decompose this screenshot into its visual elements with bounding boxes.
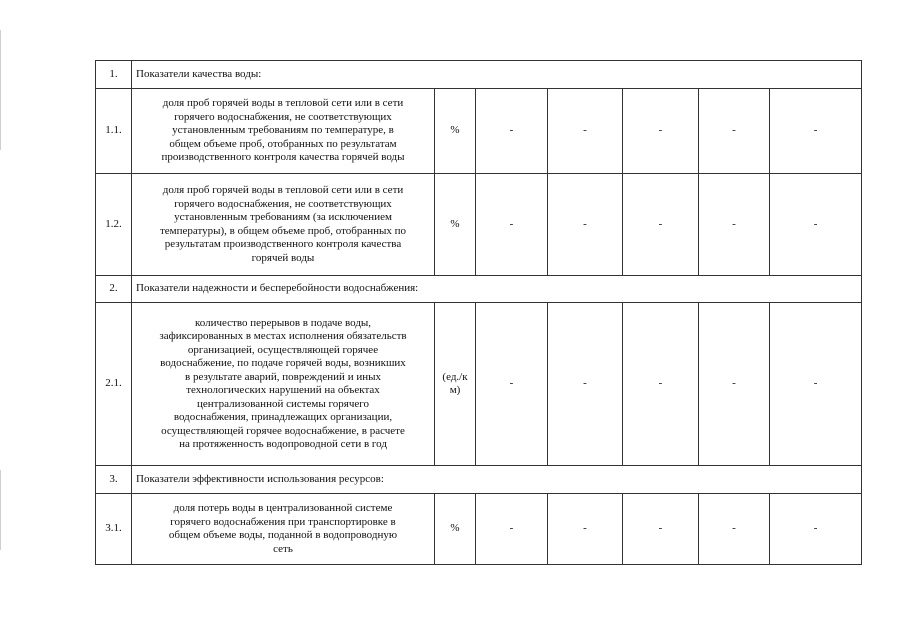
indicator-value: - (476, 89, 548, 174)
description-line: на протяженность водопроводной сети в год (179, 438, 387, 450)
section-number: 1. (96, 61, 132, 89)
indicator-row-1-1 (96, 89, 862, 174)
indicator-value: - (623, 174, 699, 276)
indicator-number: 1.2. (96, 174, 132, 276)
description-line: горячего водоснабжения, не соответствующих (174, 197, 392, 210)
description-line: в результате аварий, повреждений и иных (185, 370, 381, 383)
indicator-value: - (699, 303, 770, 466)
description-line: горячей воды (251, 251, 315, 264)
indicator-value: - (623, 303, 699, 466)
indicator-unit: % (435, 494, 476, 565)
description-line: водоснабжения, принадлежащих организации, (173, 411, 393, 423)
description-line: технологических нарушений на объектах (186, 384, 380, 396)
indicator-unit: % (435, 174, 476, 276)
description-line: общем объеме проб, отобранных по результатам (169, 137, 397, 150)
indicator-value: - (476, 174, 548, 276)
description-line: температуры), в общем объеме проб, отобранных по (159, 224, 407, 237)
description-line: установленным требованиям (за исключением (174, 211, 392, 223)
scan-edge-mark-bottom (0, 470, 1, 550)
section-title: Показатели эффективности использования ресурсов: (132, 466, 862, 494)
description-line: результатам производственного контроля качества (164, 238, 402, 250)
indicator-value: - (548, 494, 623, 565)
indicator-description (132, 494, 435, 565)
indicator-value: - (699, 494, 770, 565)
indicator-unit (435, 303, 476, 466)
scan-edge-mark-top (0, 30, 1, 150)
description-line: централизованной системы горячего (197, 397, 369, 410)
indicator-value: - (476, 494, 548, 565)
description-line: количество перерывов в подаче воды, (194, 316, 372, 329)
section-number: 2. (96, 276, 132, 303)
indicators-table (95, 60, 862, 565)
description-line: осуществляющей горячее водоснабжение, в расчете (161, 424, 405, 437)
description-line: доля проб горячей воды в тепловой сети или в сети (162, 97, 404, 110)
indicator-value: - (548, 303, 623, 466)
description-line: доля потерь воды в централизованной системе (173, 502, 393, 514)
indicator-value: - (699, 174, 770, 276)
section-number: 3. (96, 466, 132, 494)
indicator-value: - (476, 303, 548, 466)
indicator-row-3-1 (96, 494, 862, 565)
indicator-value: - (623, 494, 699, 565)
indicator-number: 1.1. (96, 89, 132, 174)
indicator-description (132, 89, 435, 174)
indicator-unit: % (435, 89, 476, 174)
description-line: горячего водоснабжения, не соответствующих (174, 110, 392, 123)
description-line: водоснабжение, по подаче горячей воды, возникших (160, 357, 406, 369)
unit-line: (ед./к (442, 370, 468, 383)
description-line: установленным требованиям по температуре, в (172, 124, 394, 137)
indicator-description (132, 174, 435, 276)
indicator-value: - (548, 174, 623, 276)
indicator-value: - (770, 494, 862, 565)
description-line: зафиксированных в местах исполнения обязательств (159, 330, 407, 342)
indicator-value: - (770, 303, 862, 466)
indicator-number: 2.1. (96, 303, 132, 466)
description-line: горячего водоснабжения при транспортировке в (170, 515, 396, 528)
indicator-value: - (770, 174, 862, 276)
section-row-3 (96, 466, 862, 494)
description-line: сеть (273, 542, 293, 555)
indicator-value: - (770, 89, 862, 174)
section-row-1 (96, 61, 862, 89)
description-line: организацией, осуществляющей горячее (187, 343, 379, 356)
indicator-value: - (548, 89, 623, 174)
section-title: Показатели надежности и бесперебойности водоснабжения: (132, 276, 862, 303)
indicator-description (132, 303, 435, 466)
indicator-row-2-1 (96, 303, 862, 466)
description-line: доля проб горячей воды в тепловой сети или в сети (162, 184, 404, 196)
unit-line: м) (449, 384, 461, 396)
section-row-2 (96, 276, 862, 303)
indicator-value: - (699, 89, 770, 174)
description-line: производственного контроля качества горячей воды (161, 151, 405, 164)
indicator-value: - (623, 89, 699, 174)
indicator-number: 3.1. (96, 494, 132, 565)
description-line: общем объеме воды, поданной в водопроводную (168, 529, 398, 541)
section-title: Показатели качества воды: (132, 61, 862, 89)
indicator-row-1-2 (96, 174, 862, 276)
